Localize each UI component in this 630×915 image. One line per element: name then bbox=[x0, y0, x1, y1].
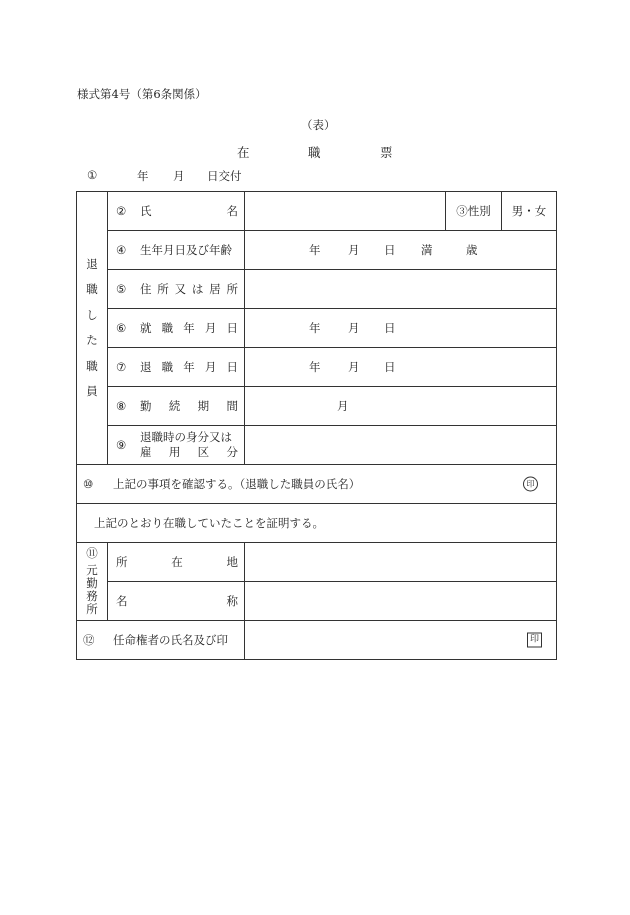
office-name-field[interactable] bbox=[245, 582, 557, 621]
appointer-row bbox=[77, 621, 557, 660]
row-number: ⑩ bbox=[83, 477, 94, 491]
row-number: ② bbox=[116, 204, 127, 218]
employment-status-row bbox=[77, 426, 557, 465]
name-field[interactable] bbox=[245, 192, 446, 231]
row-number: ⑫ bbox=[83, 633, 95, 647]
office-name-label: 名 称 bbox=[116, 594, 238, 608]
confirmation-row bbox=[77, 465, 557, 504]
issue-day: 日交付 bbox=[207, 169, 242, 183]
issue-year: 年 bbox=[137, 169, 149, 183]
certification-row bbox=[77, 504, 557, 543]
address-label-cell bbox=[108, 270, 245, 309]
service-period-row bbox=[77, 387, 557, 426]
office-location-label-cell bbox=[108, 543, 245, 582]
name-label-cell bbox=[108, 192, 245, 231]
employment-status-field[interactable] bbox=[245, 426, 557, 465]
certification-cell bbox=[77, 504, 557, 543]
side-label: （表） bbox=[301, 118, 336, 132]
former-office-group-label: ⑪ 元 勤 務 所 bbox=[77, 543, 108, 621]
birth-label-cell bbox=[108, 231, 245, 270]
employment-certificate-table bbox=[76, 191, 557, 660]
appointer-field[interactable] bbox=[245, 621, 557, 660]
address-field[interactable] bbox=[245, 270, 557, 309]
row-number: ⑥ bbox=[116, 321, 127, 335]
retired-employee-group-label: 退 職 し た 職 員 bbox=[77, 192, 108, 465]
title-char-2: 職 bbox=[308, 145, 321, 160]
retire-date-row bbox=[77, 348, 557, 387]
retire-date-label: 退 職 年 月 日 bbox=[140, 360, 238, 374]
office-name-label-cell bbox=[108, 582, 245, 621]
address-label: 住 所 又 は 居 所 bbox=[140, 282, 238, 296]
confirmation-text: 上記の事項を確認する。（退職した職員の氏名） bbox=[113, 477, 361, 491]
row-number: ⑨ bbox=[116, 438, 127, 452]
seal-icon: 印 bbox=[523, 477, 538, 492]
office-name-row bbox=[77, 582, 557, 621]
row-number: ⑦ bbox=[116, 360, 127, 374]
service-period-label-cell bbox=[108, 387, 245, 426]
issue-month: 月 bbox=[173, 169, 185, 183]
row-number: ⑧ bbox=[116, 399, 127, 413]
certification-text: 上記のとおり在職していたことを証明する。 bbox=[94, 516, 324, 530]
employment-status-label-cell bbox=[108, 426, 245, 465]
issue-number: ① bbox=[87, 168, 98, 182]
retire-date-field[interactable]: 年 月 日 bbox=[245, 348, 557, 387]
office-location-row bbox=[77, 543, 557, 582]
hire-date-label-cell bbox=[108, 309, 245, 348]
hire-date-label: 就 職 年 月 日 bbox=[140, 321, 238, 335]
name-label: 氏 名 bbox=[140, 204, 238, 218]
form-number: 様式第4号（第6条関係） bbox=[77, 87, 207, 101]
appointer-label: 任命権者の氏名及び印 bbox=[113, 633, 228, 647]
birth-field[interactable]: 年 月 日 満 歳 bbox=[245, 231, 557, 270]
confirmation-cell[interactable] bbox=[77, 465, 557, 504]
sex-label: ③性別 bbox=[446, 192, 502, 231]
sex-options[interactable]: 男・女 bbox=[502, 192, 557, 231]
seal-square-icon: 印 bbox=[527, 633, 542, 648]
title-char-3: 票 bbox=[380, 145, 393, 160]
address-row bbox=[77, 270, 557, 309]
row-number: ⑤ bbox=[116, 282, 127, 296]
birth-label: 生年月日及び年齢 bbox=[140, 243, 232, 257]
row-number: ④ bbox=[116, 243, 127, 257]
service-period-field[interactable]: 月 bbox=[245, 387, 557, 426]
appointer-label-cell bbox=[77, 621, 245, 660]
office-location-label: 所 在 地 bbox=[116, 555, 238, 569]
birth-row bbox=[77, 231, 557, 270]
retire-date-label-cell bbox=[108, 348, 245, 387]
title-char-1: 在 bbox=[237, 145, 250, 160]
service-period-label: 勤 続 期 間 bbox=[140, 399, 238, 413]
office-location-field[interactable] bbox=[245, 543, 557, 582]
employment-status-label: 退職時の身分又は 雇 用 区 分 bbox=[140, 430, 238, 459]
hire-date-row bbox=[77, 309, 557, 348]
name-row bbox=[77, 192, 557, 231]
hire-date-field[interactable]: 年 月 日 bbox=[245, 309, 557, 348]
